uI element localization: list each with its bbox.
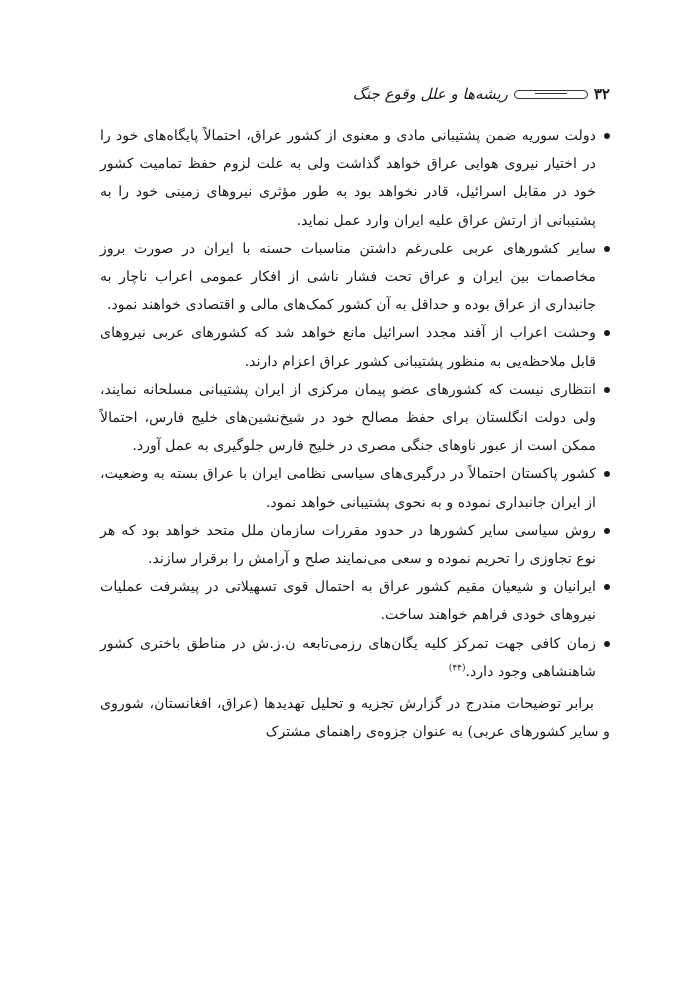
bullet-icon <box>604 471 610 477</box>
list-item <box>100 517 610 573</box>
bullet-text: روش سیاسی سایر کشورها در حدود مقررات سازمان ملل متحد خواهد بود که هر نوع تجاوزی را تحریم نموده و سعی می‌نمایند صلح و آرامش را برقرار سازند. <box>100 522 596 568</box>
bullet-icon <box>604 246 610 252</box>
body-paragraph: برابر توضیحات مندرج در گزارش تجزیه و تحلیل تهدیدها (عراق، افغانستان، شوروی و سایر کشورهای عربی) به عنوان جزوه‌ی راهنمای مشترک <box>100 696 610 741</box>
body-text <box>100 122 610 746</box>
bullet-text: زمان کافی جهت تمرکز کلیه یگان‌های رزمی‌تابعه ن.ز.ش در مناطق باختری کشور شاهنشاهی وجود دارد. <box>100 635 596 680</box>
bullet-text: کشور پاکستان احتمالاً در درگیری‌های سیاسی نظامی ایران با عراق بسته به وضعیت، از ایران جانبداری نموده و به نحوی پشتیبانی خواهد نمود. <box>100 466 596 511</box>
header-ornament-icon <box>514 90 588 99</box>
list-item <box>100 376 610 461</box>
list-item <box>100 460 610 516</box>
bullet-icon <box>604 584 610 590</box>
bullet-text: سایر کشورهای عربی علی‌رغم داشتن مناسبات حسنه با ایران در صورت بروز مخاصمات بین ایران و عراق تحت فشار ناشی از افکار عمومی اعراب ناچار به جانبداری از عراق بوده و حداقل به آن کشور کمک‌های مالی و اقتصادی خواهند نمود. <box>100 240 596 314</box>
bullet-text: انتظاری نیست که کشورهای عضو پیمان مرکزی از ایران پشتیبانی مسلحانه نمایند، ولی دولت انگلستان برای حفظ مصالح خود در شیخ‌نشین‌های خلیج فارس، احتمالاً ممکن است از عبور ناوهای جنگی مصری در خلیج فارس جلوگیری به عمل آورد. <box>100 381 596 455</box>
list-item <box>100 319 610 375</box>
bullet-list <box>100 122 610 686</box>
bullet-icon <box>604 330 610 336</box>
bullet-icon <box>604 133 610 139</box>
bullet-icon <box>604 641 610 647</box>
running-title: ریشه‌ها و علل وقوع جنگ <box>352 85 508 103</box>
bullet-text: دولت سوریه ضمن پشتیبانی مادی و معنوی از کشور عراق، احتمالاً پایگاه‌های خود را در اختیار نیروی هوایی عراق خواهد گذاشت ولی به علت لزوم حفظ تمامیت کشور خود در مقابل اسرائیل، قادر نخواهد بود به طور مؤثری نیروهای زمینی خود را به پشتیبانی از ارتش عراق علیه ایران وارد عمل نماید. <box>100 128 596 229</box>
list-item <box>100 573 610 629</box>
bullet-text: وحشت اعراب از آفند مجدد اسرائیل مانع خواهد شد که کشورهای عربی نیروهای قابل ملاحظه‌یی به منظور پشتیبانی کشور عراق اعزام دارند. <box>100 325 596 370</box>
bullet-icon <box>604 387 610 393</box>
list-item <box>100 122 610 235</box>
list-item <box>100 630 610 686</box>
bullet-icon <box>604 528 610 534</box>
page-header <box>100 80 610 108</box>
page-number: ۳۲ <box>593 85 610 103</box>
footnote-reference[interactable]: (۴۴) <box>448 663 466 674</box>
list-item <box>100 235 610 320</box>
bullet-text: ایرانیان و شیعیان مقیم کشور عراق به احتمال قوی تسهیلاتی در پیشرفت عملیات نیروهای خودی فراهم خواهند ساخت. <box>100 579 596 624</box>
